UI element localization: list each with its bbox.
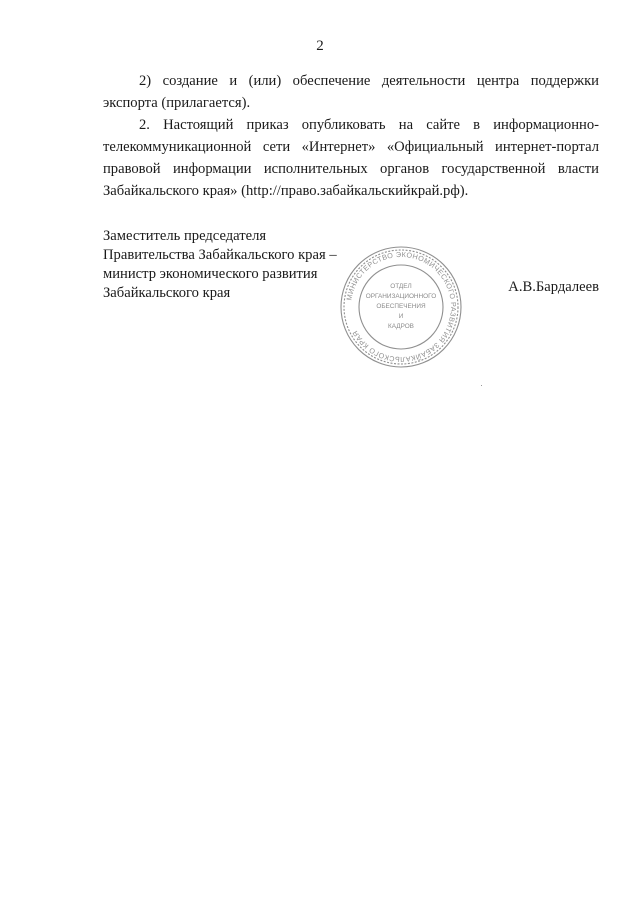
signer-position-line: Заместитель председателя (103, 228, 267, 244)
stamp-outer-text: МИНИСТЕРСТВО ЭКОНОМИЧЕСКОГО РАЗВИТИЯ ЗАБАЙКАЛЬСКОГО КРАЯ (344, 249, 459, 365)
stamp-inner-line: ОТДЕЛ (390, 283, 412, 290)
scan-speck (481, 385, 482, 386)
paragraph-publication-order: 2. Настоящий приказ опубликовать на сайте в информационно-телекоммуникационной сети «Интернет» «Официальный интернет-портал правовой информации исполнительных органов государственной власти Забайкальского края» (http://право.забайкальскийкрай.рф). (103, 117, 599, 199)
signer-position-line: Забайкальского края (103, 285, 231, 301)
stamp-inner-line: ОРГАНИЗАЦИОННОГО (365, 293, 437, 300)
document-body (103, 70, 599, 202)
signer-name: А.В.Бардалеев (508, 279, 599, 295)
official-seal-stamp (338, 244, 464, 370)
stamp-inner-line: ОБЕСПЕЧЕНИЯ (376, 303, 426, 310)
signer-position-line: Правительства Забайкальского края – (103, 247, 337, 263)
stamp-inner-line: И (398, 313, 404, 320)
signer-position-line: министр экономического развития (103, 266, 318, 282)
page-number: 2 (316, 38, 324, 54)
paragraph-item-2: 2) создание и (или) обеспечение деятельности центра поддержки экспорта (прилагается). (103, 73, 599, 111)
stamp-inner-line: КАДРОВ (388, 323, 414, 330)
